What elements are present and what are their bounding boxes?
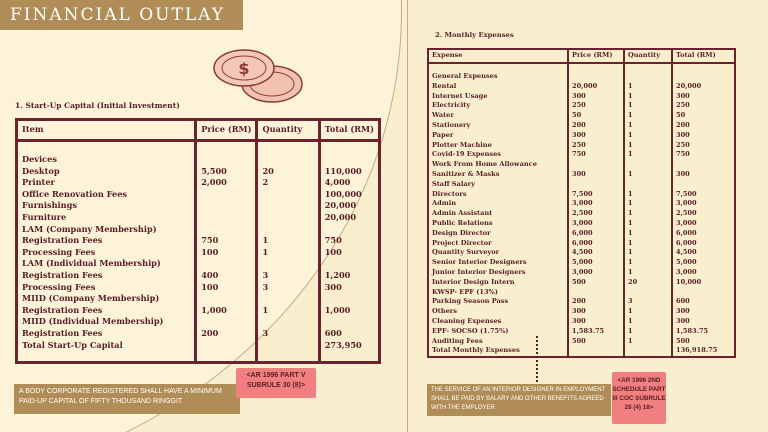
- table-cell: Parking Season Pass: [428, 297, 568, 307]
- table-cell: 100,000: [319, 189, 379, 201]
- table-row: [428, 150, 735, 160]
- table-cell: [568, 346, 624, 357]
- table-cell: Office Renovation Fees: [17, 189, 196, 201]
- table-row: [428, 307, 735, 317]
- table-cell: 20: [257, 166, 319, 178]
- table-cell: Stationery: [428, 121, 568, 131]
- table-row: [17, 258, 380, 270]
- table-cell: 1: [624, 219, 672, 229]
- column-header: Quantity: [257, 120, 319, 141]
- table-row: [428, 92, 735, 102]
- table-row: [428, 170, 735, 180]
- table-cell: 5,000: [672, 258, 735, 268]
- table-row: [428, 160, 735, 170]
- table-row: [17, 270, 380, 282]
- column-header: Total (RM): [319, 120, 379, 141]
- table-cell: 5,500: [196, 166, 257, 178]
- table-cell: Covid-19 Expenses: [428, 150, 568, 160]
- table-cell: 1: [624, 307, 672, 317]
- table-cell: Furnishings: [17, 200, 196, 212]
- table-row: [428, 229, 735, 239]
- table-row: [428, 346, 735, 357]
- table-cell: LAM (Company Membership): [17, 224, 196, 236]
- table-cell: 2,500: [568, 209, 624, 219]
- table-cell: [196, 224, 257, 236]
- dotted-connector: [536, 336, 538, 382]
- table-cell: [568, 160, 624, 170]
- table-cell: 6,000: [672, 239, 735, 249]
- capital-reference-tag: <AR 1996 PART V SUBRULE 30 (8)>: [236, 368, 316, 398]
- table-cell: MIID (Company Membership): [17, 293, 196, 305]
- page-title: FINANCIAL OUTLAY: [0, 0, 243, 30]
- table-cell: Rental: [428, 82, 568, 92]
- table-cell: [257, 200, 319, 212]
- table-row: [428, 288, 735, 298]
- column-header: Total (RM): [672, 49, 735, 63]
- svg-text:$: $: [238, 59, 250, 78]
- table-row: [428, 111, 735, 121]
- table-cell: 273,950: [319, 340, 379, 363]
- coins-icon: [210, 44, 310, 106]
- table-cell: General Expenses: [428, 63, 568, 82]
- salary-note: THE SERVICE OF AN INTERIOR DESIGNER IN EMPLOYMENT SHALL BE PAID BY SALARY AND OTHER BENEFITS AGREED WITH THE EMPLOYER: [427, 384, 611, 416]
- table-cell: 1: [624, 170, 672, 180]
- table-cell: 20,000: [568, 82, 624, 92]
- table-cell: [568, 288, 624, 298]
- table-cell: 1: [624, 248, 672, 258]
- capital-requirement-note: A BODY CORPORATE REGISTERED SHALL HAVE A MINIMUM PAID-UP CAPITAL OF FIFTY THOUSAND RINGGIT: [14, 384, 240, 414]
- table-cell: 100: [196, 282, 257, 294]
- table-cell: Quantity Surveyor: [428, 248, 568, 258]
- table-cell: 1,000: [196, 305, 257, 317]
- table-cell: 20,000: [319, 212, 379, 224]
- table-cell: [624, 346, 672, 357]
- table-cell: [196, 258, 257, 270]
- table-cell: Work From Home Allowance: [428, 160, 568, 170]
- table-cell: 2,000: [196, 177, 257, 189]
- table-cell: [672, 63, 735, 82]
- table-cell: 20,000: [672, 82, 735, 92]
- table-cell: [319, 258, 379, 270]
- table-cell: 3,000: [672, 199, 735, 209]
- table-cell: 1: [624, 150, 672, 160]
- table-cell: 7,500: [672, 190, 735, 200]
- column-header: Price (RM): [196, 120, 257, 141]
- table-cell: 200: [568, 121, 624, 131]
- table-cell: 250: [568, 101, 624, 111]
- table-cell: Sanitizer & Masks: [428, 170, 568, 180]
- table-row: [17, 247, 380, 259]
- table-cell: Cleaning Expenses: [428, 317, 568, 327]
- table-cell: 300: [568, 92, 624, 102]
- table-cell: 2: [257, 177, 319, 189]
- table-cell: 250: [568, 141, 624, 151]
- table-cell: 20: [624, 278, 672, 288]
- table-row: [428, 82, 735, 92]
- table-cell: 1: [257, 305, 319, 317]
- table-cell: [624, 180, 672, 190]
- salary-reference-tag: <AR 1996 2ND SCHEDULE PART III COC SUBRULE 28 (4) 18>: [612, 372, 666, 424]
- table-cell: [624, 63, 672, 82]
- table-cell: 300: [672, 317, 735, 327]
- table-cell: Plotter Machine: [428, 141, 568, 151]
- table-cell: 300: [672, 170, 735, 180]
- table-cell: [568, 63, 624, 82]
- table-cell: 200: [672, 121, 735, 131]
- table-cell: [319, 224, 379, 236]
- table-row: [428, 219, 735, 229]
- table-row: [17, 282, 380, 294]
- table-cell: 3: [257, 282, 319, 294]
- monthly-expenses-table: [427, 48, 736, 358]
- table-cell: Registration Fees: [17, 270, 196, 282]
- table-row: [17, 224, 380, 236]
- table-cell: Admin Assistant: [428, 209, 568, 219]
- table-row: [428, 101, 735, 111]
- table-cell: 100: [319, 247, 379, 259]
- table-cell: 110,000: [319, 166, 379, 178]
- table-cell: 2,500: [672, 209, 735, 219]
- table-cell: [257, 293, 319, 305]
- table-cell: 300: [568, 131, 624, 141]
- table-cell: 300: [672, 131, 735, 141]
- table-cell: 750: [319, 235, 379, 247]
- table-cell: Processing Fees: [17, 247, 196, 259]
- table-row: [428, 268, 735, 278]
- table-cell: KWSP- EPF (13%): [428, 288, 568, 298]
- table-row: [428, 337, 735, 347]
- table-cell: 100: [196, 247, 257, 259]
- table-cell: 1: [624, 121, 672, 131]
- table-cell: [672, 180, 735, 190]
- table-cell: 300: [568, 317, 624, 327]
- table-cell: 300: [672, 307, 735, 317]
- table-cell: 500: [568, 278, 624, 288]
- table-cell: 300: [568, 170, 624, 180]
- table-cell: 500: [568, 337, 624, 347]
- table-cell: 1: [624, 199, 672, 209]
- table-cell: 1: [624, 317, 672, 327]
- table-cell: [319, 293, 379, 305]
- table-row: [17, 141, 380, 166]
- table-cell: 1: [624, 337, 672, 347]
- column-header: Quantity: [624, 49, 672, 63]
- table-cell: Auditing Fees: [428, 337, 568, 347]
- table-cell: 50: [568, 111, 624, 121]
- table-cell: Printer: [17, 177, 196, 189]
- table-cell: 400: [196, 270, 257, 282]
- table-row: [428, 248, 735, 258]
- table-cell: [196, 200, 257, 212]
- table-row: [17, 177, 380, 189]
- table-cell: 1: [257, 247, 319, 259]
- table-cell: Devices: [17, 141, 196, 166]
- table-cell: 20,000: [319, 200, 379, 212]
- table-row: [428, 131, 735, 141]
- table-cell: 1: [624, 141, 672, 151]
- table-cell: 5,000: [568, 258, 624, 268]
- table-row: [17, 166, 380, 178]
- table-cell: 3,000: [568, 199, 624, 209]
- table-cell: 4,500: [568, 248, 624, 258]
- table-row: [428, 317, 735, 327]
- table-cell: 10,000: [672, 278, 735, 288]
- table-row: [428, 278, 735, 288]
- table-cell: 1,200: [319, 270, 379, 282]
- table-cell: 1: [624, 209, 672, 219]
- table-cell: 3,000: [672, 219, 735, 229]
- table-cell: [196, 141, 257, 166]
- table-cell: [257, 316, 319, 328]
- table-row: [428, 199, 735, 209]
- table-row: [17, 340, 380, 363]
- table-cell: Junior Interior Designers: [428, 268, 568, 278]
- table-cell: 3: [624, 297, 672, 307]
- table-cell: 300: [568, 307, 624, 317]
- table-cell: Furniture: [17, 212, 196, 224]
- startup-capital-table: [15, 118, 381, 364]
- table-cell: Design Director: [428, 229, 568, 239]
- table-cell: 1: [624, 82, 672, 92]
- table-row: [428, 327, 735, 337]
- table-row: [428, 190, 735, 200]
- table-cell: [196, 212, 257, 224]
- table-cell: 750: [672, 150, 735, 160]
- table-cell: 1: [257, 235, 319, 247]
- table-cell: [257, 212, 319, 224]
- table-row: [17, 189, 380, 201]
- table-cell: 1,583.75: [568, 327, 624, 337]
- panel-divider: [407, 0, 408, 432]
- table-row: [428, 141, 735, 151]
- table-cell: 600: [319, 328, 379, 340]
- table-cell: 136,918.75: [672, 346, 735, 357]
- table-row: [428, 297, 735, 307]
- table-cell: 500: [672, 337, 735, 347]
- table-cell: Registration Fees: [17, 305, 196, 317]
- table-row: [17, 200, 380, 212]
- table-cell: 1: [624, 131, 672, 141]
- table-cell: 300: [319, 282, 379, 294]
- table-cell: [257, 340, 319, 363]
- table-cell: 3,000: [568, 219, 624, 229]
- table-cell: [319, 141, 379, 166]
- table-cell: [257, 258, 319, 270]
- column-header: Expense: [428, 49, 568, 63]
- monthly-heading: 2. Monthly Expenses: [435, 31, 514, 39]
- table-cell: 1: [624, 239, 672, 249]
- table-cell: 1: [624, 190, 672, 200]
- table-cell: Public Relations: [428, 219, 568, 229]
- table-row: [428, 180, 735, 190]
- table-row: [17, 293, 380, 305]
- column-header: Price (RM): [568, 49, 624, 63]
- table-cell: 50: [672, 111, 735, 121]
- table-cell: [257, 141, 319, 166]
- table-cell: 4,000: [319, 177, 379, 189]
- table-cell: Total Monthly Expenses: [428, 346, 568, 357]
- table-cell: 6,000: [568, 229, 624, 239]
- table-cell: Staff Salary: [428, 180, 568, 190]
- table-row: [428, 239, 735, 249]
- table-cell: Water: [428, 111, 568, 121]
- table-cell: Others: [428, 307, 568, 317]
- table-row: [428, 63, 735, 82]
- table-cell: Project Director: [428, 239, 568, 249]
- table-row: [17, 212, 380, 224]
- table-cell: Directors: [428, 190, 568, 200]
- table-cell: 1: [624, 229, 672, 239]
- table-cell: [196, 293, 257, 305]
- table-cell: 7,500: [568, 190, 624, 200]
- table-cell: 250: [672, 101, 735, 111]
- table-cell: 3,000: [568, 268, 624, 278]
- table-cell: 6,000: [568, 239, 624, 249]
- table-row: [17, 328, 380, 340]
- table-cell: 1: [624, 101, 672, 111]
- table-cell: [568, 180, 624, 190]
- table-cell: 3,000: [672, 268, 735, 278]
- table-cell: 600: [672, 297, 735, 307]
- table-cell: 6,000: [672, 229, 735, 239]
- table-cell: Desktop: [17, 166, 196, 178]
- table-cell: Processing Fees: [17, 282, 196, 294]
- table-cell: 250: [672, 141, 735, 151]
- table-cell: Internet Usage: [428, 92, 568, 102]
- column-header: Item: [17, 120, 196, 141]
- table-cell: 750: [196, 235, 257, 247]
- table-cell: [624, 160, 672, 170]
- table-cell: 200: [568, 297, 624, 307]
- table-cell: EPF- SOCSO (1.75%): [428, 327, 568, 337]
- startup-heading: 1. Start-Up Capital (Initial Investment): [15, 101, 180, 110]
- table-row: [17, 235, 380, 247]
- table-cell: 300: [672, 92, 735, 102]
- table-cell: 1: [624, 327, 672, 337]
- table-cell: Interior Design Intern: [428, 278, 568, 288]
- table-row: [428, 121, 735, 131]
- table-row: [428, 258, 735, 268]
- table-cell: 1: [624, 268, 672, 278]
- table-cell: 1: [624, 92, 672, 102]
- table-cell: [624, 288, 672, 298]
- table-cell: MIID (Individual Membership): [17, 316, 196, 328]
- table-cell: [257, 224, 319, 236]
- table-cell: Senior Interior Designers: [428, 258, 568, 268]
- table-row: [17, 316, 380, 328]
- table-cell: [672, 288, 735, 298]
- table-cell: 3: [257, 270, 319, 282]
- table-row: [428, 209, 735, 219]
- table-cell: 1,583.75: [672, 327, 735, 337]
- table-cell: Paper: [428, 131, 568, 141]
- table-cell: [319, 316, 379, 328]
- table-cell: 200: [196, 328, 257, 340]
- table-cell: [257, 189, 319, 201]
- table-cell: LAM (Individual Membership): [17, 258, 196, 270]
- table-cell: Admin: [428, 199, 568, 209]
- table-cell: Registration Fees: [17, 328, 196, 340]
- table-cell: 1,000: [319, 305, 379, 317]
- table-row: [17, 305, 380, 317]
- table-cell: Registration Fees: [17, 235, 196, 247]
- table-cell: 4,500: [672, 248, 735, 258]
- table-cell: 1: [624, 111, 672, 121]
- table-cell: Total Start-Up Capital: [17, 340, 196, 363]
- table-cell: [196, 340, 257, 363]
- table-cell: Electricity: [428, 101, 568, 111]
- table-cell: [196, 316, 257, 328]
- table-cell: [196, 189, 257, 201]
- table-cell: [672, 160, 735, 170]
- table-cell: 3: [257, 328, 319, 340]
- table-cell: 1: [624, 258, 672, 268]
- table-cell: 750: [568, 150, 624, 160]
